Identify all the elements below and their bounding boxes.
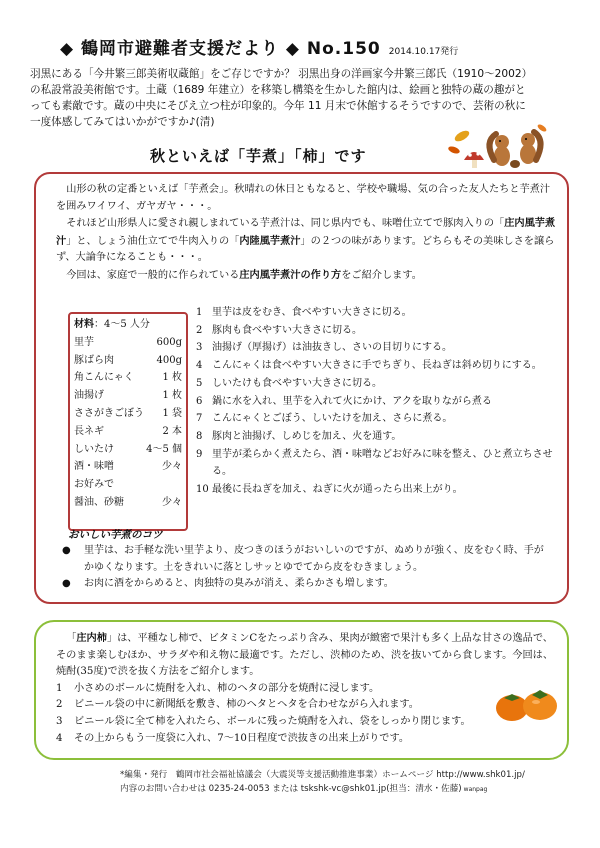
step-text: こんにゃくとごぼう、しいたけを加え、さらに煮る。 <box>212 413 453 425</box>
squirrels-mushroom-icon <box>448 120 548 172</box>
ingredient-name: 里芋 <box>74 336 94 348</box>
servings: ：4～5 人分 <box>94 319 150 330</box>
ingredient-name: 長ネギ <box>74 425 104 437</box>
step-text: 油揚げ（厚揚げ）は油抜きし、さいの目切りにする。 <box>212 342 452 354</box>
recipe-step <box>196 357 556 375</box>
text-run: 」の２つの味があります。どちらもその美味しさを譲らず、大論争になることも・・・。 <box>56 235 555 264</box>
ingredient-name: お好みで <box>74 479 114 491</box>
step-text: 最後に長ねぎを加え、ねぎに火が通ったら出来上がり。 <box>212 484 463 496</box>
step-number: 1 <box>196 307 203 318</box>
text-run: 」と、しょう油仕立てで牛肉入りの「 <box>66 235 240 247</box>
ingredient-row <box>74 369 182 387</box>
nairiku-imoni-label: 内陸風芋煮汁 <box>239 234 301 247</box>
publisher-line: *編集・発行 鶴岡市社会福祉協議会（大震災等支援活動推進事業）ホームページ http://www.shk01.jp/ <box>120 770 525 780</box>
ingredient-row <box>74 387 182 405</box>
persimmons-icon <box>492 678 562 726</box>
step-text: 豚肉と油揚げ、しめじを加え、火を通す。 <box>212 430 402 442</box>
imoni-paragraph: 山形の秋の定番といえば「芋煮会」。秋晴れの休日ともなると、学校や職場、気の合った友人たちと芋煮汁を囲みワイワイ、ガヤガヤ・・・。 <box>56 184 551 212</box>
tip-text: お肉に酒をからめると、肉独特の臭みが消え、柔らかさも増します。 <box>84 578 394 590</box>
ingredients-heading: 材料 <box>74 319 94 330</box>
kaki-step <box>56 681 556 698</box>
ingredient-qty: 4～5 個 <box>146 443 182 455</box>
recipe-steps <box>196 304 556 499</box>
step-number: 6 <box>196 395 203 407</box>
newsletter-title: ◆ 鶴岡市避難者支援だより ◆ No.150 <box>60 39 381 59</box>
step-text: こんにゃくは食べやすい大きさに手でちぎり、長ねぎは斜め切りにする。 <box>212 360 542 372</box>
bullet-icon: ● <box>62 545 71 556</box>
recipe-step <box>196 339 556 357</box>
ingredient-row <box>74 405 182 423</box>
step-text: 鍋に水を入れ、里芋を入れて火にかけ、アクを取りながら煮る <box>212 395 492 407</box>
step-text: 豚肉も食べやすい大きさに切る。 <box>212 324 362 336</box>
ingredient-name: しいたけ <box>74 443 114 455</box>
step-text: 里芋は皮をむき、食べやすい大きさに切る。 <box>212 307 412 318</box>
recipe-step <box>196 446 556 481</box>
kaki-text <box>56 630 556 747</box>
ingredient-row <box>74 423 182 441</box>
ingredient-name: 酒・味噌 <box>74 461 114 473</box>
ingredient-name: ささがきごぼう <box>74 407 144 419</box>
footer-mark: wanpag <box>463 786 488 793</box>
text-run: 」は、平種なし柿で、ビタミンCをたっぷり含み、果肉が緻密で果汁も多く上品な甘さの逸品で、そのまま楽しむほか、サラダや和え物に最適です。ただし、渋柿のため、渋を抜いてから食します。今回は、焼酎(35度)で渋を抜く方法をご紹介します。 <box>56 633 554 678</box>
ingredient-qty: 2 本 <box>162 425 182 437</box>
step-number: 1 <box>56 682 63 694</box>
recipe-step <box>196 322 556 340</box>
tip-item <box>62 576 552 593</box>
recipe-step <box>196 304 556 322</box>
text-run: それほど山形県人に愛され親しまれている芋煮汁は、同じ県内でも、味噌仕立てで豚肉入りの「 <box>66 218 505 230</box>
ingredient-row <box>74 476 182 494</box>
ingredient-name: 角こんにゃく <box>74 372 134 384</box>
ingredients-title <box>74 316 182 334</box>
step-number: 3 <box>56 715 63 727</box>
step-text: ビニール袋の中に新聞紙を敷き、柿のヘタとヘタを合わせながら入れます。 <box>74 699 419 711</box>
ingredient-name: 豚ばら肉 <box>74 354 114 366</box>
recipe-step <box>196 428 556 446</box>
step-number: 4 <box>196 360 203 372</box>
ingredient-qty: 少々 <box>162 461 182 473</box>
tips-list <box>62 543 552 593</box>
ingredient-name: 醤油、砂糖 <box>74 496 124 508</box>
step-text: その上からもう一度袋に入れ、7～10日程度で渋抜きの出来上がりです。 <box>74 732 410 744</box>
step-text: 小さめのボールに焼酎を入れ、柿のヘタの部分を焼酎に浸します。 <box>74 682 380 694</box>
contact-text: 内容のお問い合わせは 0235-24-0053 または tskshk-vc@shk01.jp(担当：清水・佐藤) <box>120 784 462 794</box>
text-run: をご紹介します。 <box>341 269 422 281</box>
tip-text: 里芋は、お手軽な洗い里芋より、皮つきのほうがおいしいのですが、ぬめりが強く、皮をむく時、手がかゆくなります。土をきれいに落としサッとゆでてから皮をむきましょう。 <box>84 545 544 573</box>
ingredients-box <box>68 312 188 531</box>
step-text: しいたけも食べやすい大きさに切る。 <box>212 377 382 389</box>
tips-title: おいしい芋煮のコツ <box>68 529 163 541</box>
recipe-highlight: 庄内風芋煮汁の作り方 <box>239 268 342 281</box>
step-text: 里芋が柔らかく煮えたら、酒・味噌などお好みに味を整え、ひと煮立ちさせる。 <box>212 448 553 478</box>
step-number: 3 <box>196 342 203 354</box>
ingredient-qty: 少々 <box>162 496 182 508</box>
step-number: 8 <box>196 430 203 442</box>
contact-line <box>120 782 580 797</box>
step-number: 4 <box>56 732 63 744</box>
recipe-step <box>196 410 556 428</box>
bullet-icon: ● <box>62 578 71 590</box>
recipe-step <box>196 481 556 499</box>
step-number: 5 <box>196 377 203 389</box>
ingredient-qty: 400g <box>156 354 182 366</box>
text-run: 今回は、家庭で一般的に作られている <box>66 269 240 281</box>
ingredient-name: 油揚げ <box>74 390 104 402</box>
newsletter-header <box>60 34 458 59</box>
kaki-step <box>56 731 556 748</box>
step-number: 7 <box>196 413 203 425</box>
text-run: 「 <box>66 633 77 644</box>
intro-line: 一度体感してみてはいかがですか♪(清) <box>30 116 215 128</box>
ingredient-qty: 1 枚 <box>162 372 182 384</box>
intro-line: の私設常設美術館です。土蔵（1689 年建立）を移築し構築を生かした館内は、絵画と独特の蔵の趣がと <box>30 84 526 96</box>
ingredient-row <box>74 441 182 459</box>
ingredient-row <box>74 352 182 370</box>
recipe-step <box>196 375 556 393</box>
ingredient-row <box>74 494 182 512</box>
imoni-intro-text <box>56 182 556 285</box>
intro-line: っても素敵です。蔵の中央にそびえ立つ柱が印象的。今年 11 月末で休館するそうですので、芸術の秋に <box>30 100 526 112</box>
step-number: 9 <box>196 448 203 460</box>
ingredient-row <box>74 458 182 476</box>
tip-item <box>62 543 552 576</box>
ingredient-qty: 1 枚 <box>162 390 182 402</box>
issue-date: 2014.10.17発行 <box>388 47 459 57</box>
imoni-paragraph <box>56 267 556 285</box>
ingredient-qty: 1 袋 <box>162 407 182 419</box>
shonai-kaki-label: 庄内柿 <box>76 632 107 644</box>
step-number: 2 <box>56 699 63 711</box>
imoni-paragraph <box>56 215 556 267</box>
step-text: ビニール袋に全て柿を入れたら、ボールに残った焼酎を入れ、袋をしっかり閉じます。 <box>74 715 471 727</box>
kaki-step <box>56 714 556 731</box>
recipe-step <box>196 393 556 411</box>
topic-title: 秋といえば「芋煮」「柿」です <box>150 147 367 165</box>
ingredient-row <box>74 334 182 352</box>
intro-line: 羽黒にある「今井繁三郎美術収蔵館」をご存じですか？ 羽黒出身の洋画家今井繁三郎氏（1910～2002） <box>30 68 533 80</box>
footer <box>120 768 580 797</box>
shonai-imoni-label: 庄内風芋煮汁 <box>56 217 556 247</box>
kaki-intro <box>56 630 556 681</box>
ingredient-qty: 600g <box>156 336 182 348</box>
kaki-step <box>56 697 556 714</box>
step-number: 2 <box>196 324 203 336</box>
step-number: 10 <box>196 484 209 496</box>
